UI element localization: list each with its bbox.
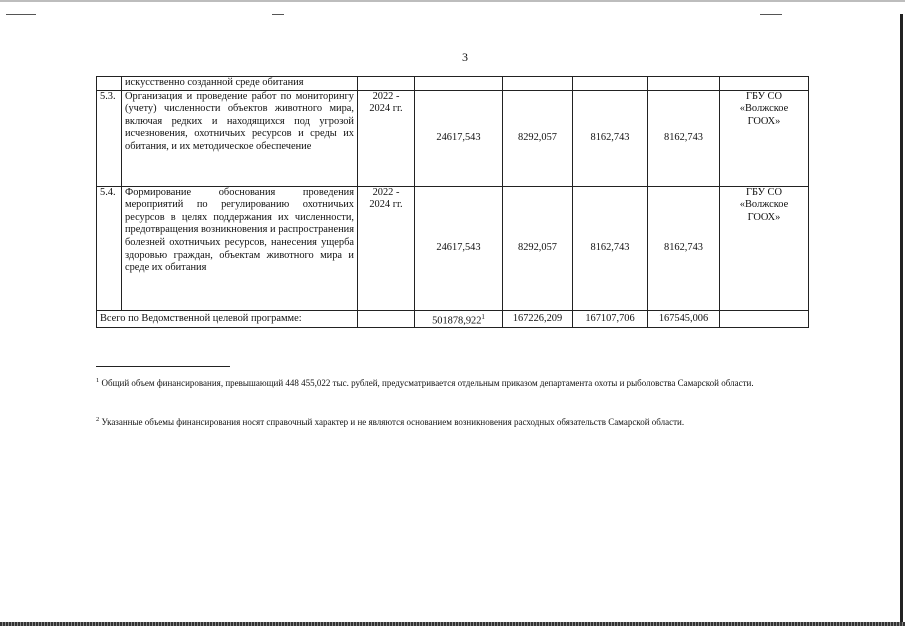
footnote-marker: 1 xyxy=(96,377,100,384)
cell-2023: 8162,743 xyxy=(573,90,648,186)
cell-executor: ГБУ СО «Волжское ГООХ» xyxy=(720,90,809,186)
cell-2024: 8162,743 xyxy=(648,186,720,310)
footnote-marker: 2 xyxy=(96,416,100,423)
table-total-row xyxy=(97,310,809,327)
footnote-2 xyxy=(96,413,828,429)
total-label: Всего по Ведомственной целевой программе: xyxy=(97,310,358,327)
footnote-text: Указанные объемы финансирования носят справочный характер и не являются основанием возникновения расходных обязательств Самарской области. xyxy=(101,417,685,427)
scan-mark xyxy=(272,14,284,15)
program-table xyxy=(96,76,809,328)
cell-period: 2022 - 2024 гг. xyxy=(358,90,415,186)
table-row-continuation xyxy=(97,77,809,91)
cell-executor: ГБУ СО «Волжское ГООХ» xyxy=(720,186,809,310)
cell-2024: 8162,743 xyxy=(648,90,720,186)
page-number: 3 xyxy=(462,50,468,64)
footnote-1 xyxy=(96,374,828,390)
scan-mark xyxy=(6,14,36,15)
cell-total xyxy=(415,77,503,91)
footnote-divider xyxy=(96,366,230,367)
cell-2022: 8292,057 xyxy=(503,90,573,186)
cell-description: Организация и проведение работ по мониторингу (учету) численности объектов животного мира, включая редких и находящихся под угрозой исчезновения, охотничьих ресурсов и среды их обитания, и их методическое обеспечение xyxy=(122,90,358,186)
cell-2022: 8292,057 xyxy=(503,186,573,310)
cell-executor xyxy=(720,310,809,327)
scan-mark xyxy=(760,14,782,15)
total-2024: 167545,006 xyxy=(648,310,720,327)
cell-num: 5.4. xyxy=(97,186,122,310)
cell-description: искусственно созданной среде обитания xyxy=(122,77,358,91)
cell-total: 24617,543 xyxy=(415,90,503,186)
cell-period: 2022 - 2024 гг. xyxy=(358,186,415,310)
cell-period xyxy=(358,310,415,327)
cell-2023 xyxy=(573,77,648,91)
cell-executor xyxy=(720,77,809,91)
cell-2024 xyxy=(648,77,720,91)
cell-total: 24617,543 xyxy=(415,186,503,310)
cell-period xyxy=(358,77,415,91)
page-right-edge xyxy=(900,14,903,626)
total-2023: 167107,706 xyxy=(573,310,648,327)
table-row xyxy=(97,186,809,310)
footnote-text: Общий объем финансирования, превышающий 448 455,022 тыс. рублей, предусматривается отдельным приказом департамента охоты и рыболовства Самарской области. xyxy=(101,378,754,388)
cell-description: Формирование обоснования проведения мероприятий по регулированию охотничьих ресурсов в целях поддержания их численности, предотвращения возникновения и распространения болезней охотничьих ресурсов, нанесения ущерба здоровью граждан, объектам животного мира и среде их обитания xyxy=(122,186,358,310)
cell-2023: 8162,743 xyxy=(573,186,648,310)
table-row xyxy=(97,90,809,186)
page-top-edge xyxy=(0,0,905,2)
total-sum-value: 501878,922 xyxy=(432,315,482,327)
page-bottom-edge xyxy=(0,622,905,626)
cell-num xyxy=(97,77,122,91)
total-2022: 167226,209 xyxy=(503,310,573,327)
cell-num: 5.3. xyxy=(97,90,122,186)
footnote-ref: 1 xyxy=(481,312,485,321)
total-sum xyxy=(415,310,503,327)
cell-2022 xyxy=(503,77,573,91)
